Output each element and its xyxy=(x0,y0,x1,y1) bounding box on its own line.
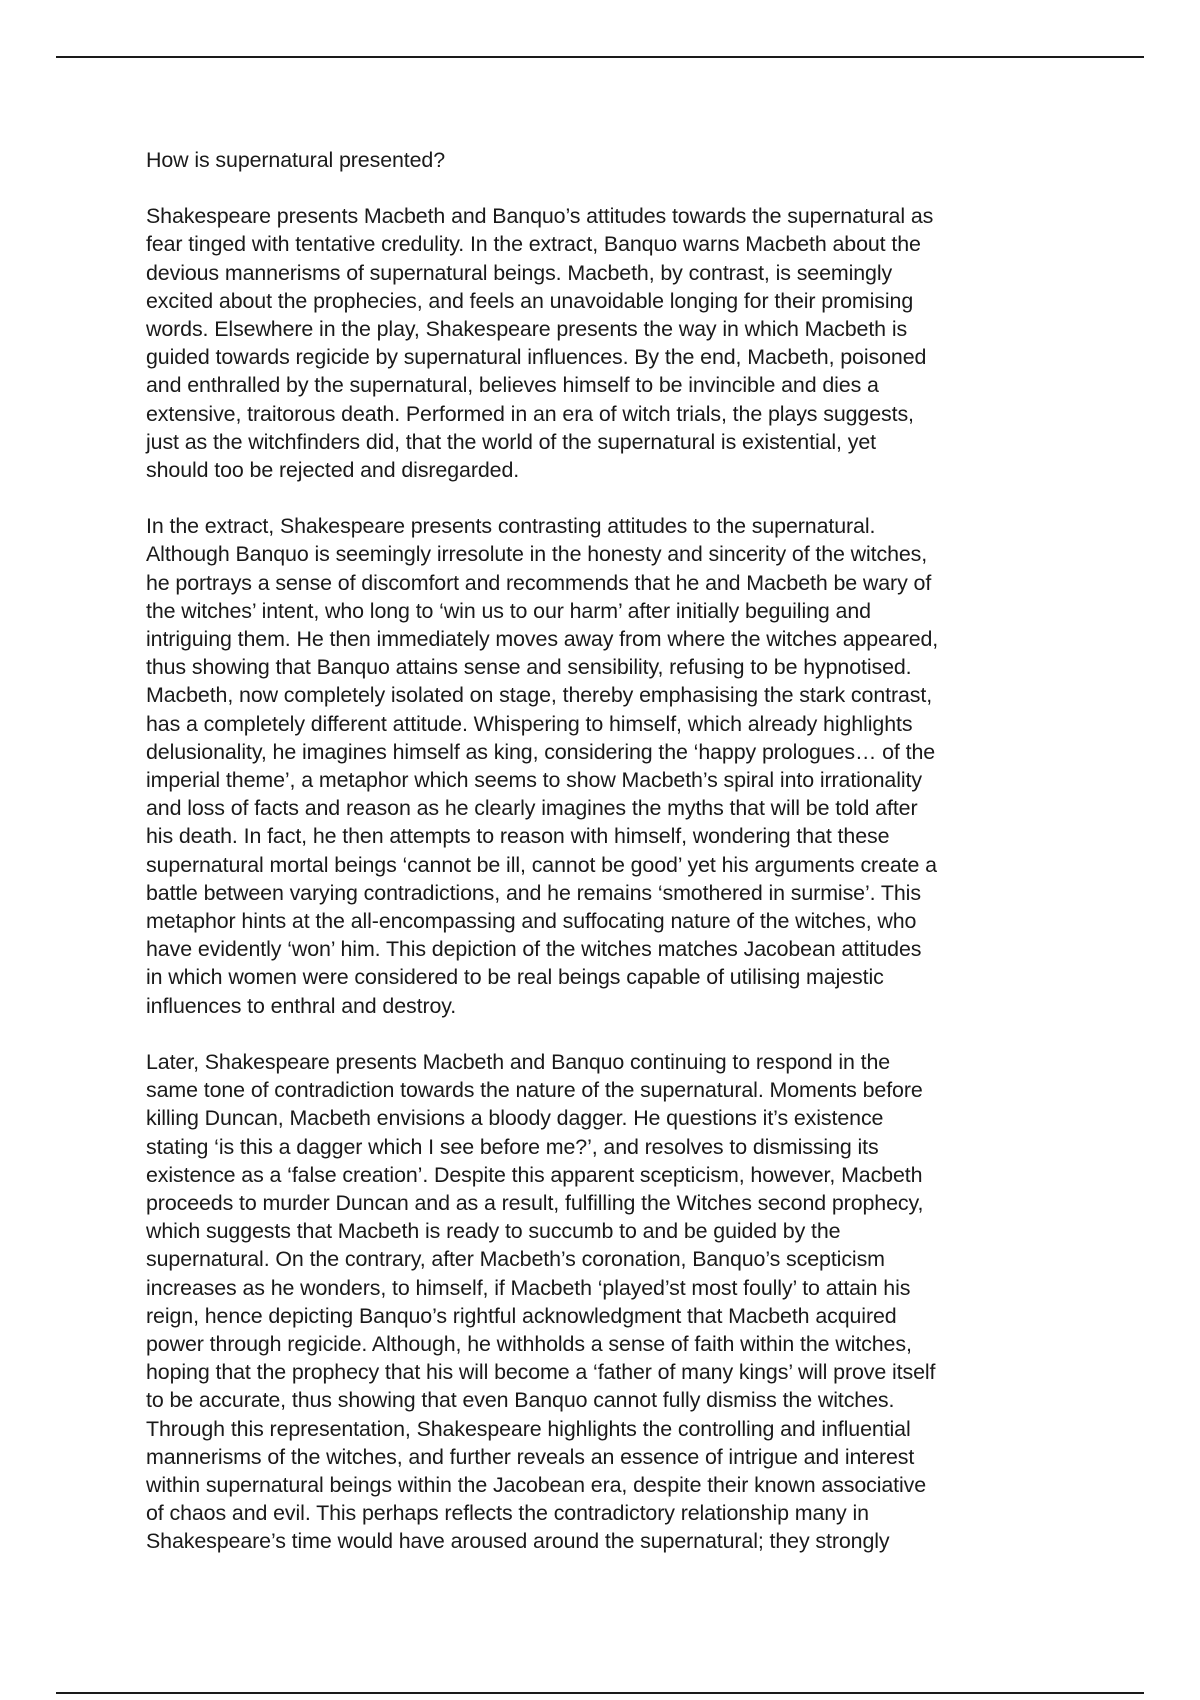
paragraph-line: devious mannerisms of supernatural beings. Macbeth, by contrast, is seemingly xyxy=(146,260,893,285)
paragraph-line: mannerisms of the witches, and further reveals an essence of intrigue and interest xyxy=(146,1444,915,1469)
paragraph-line: power through regicide. Although, he withholds a sense of faith within the witches, xyxy=(146,1331,912,1356)
paragraph-line: intriguing them. He then immediately moves away from where the witches appeared, xyxy=(146,627,939,652)
page-bottom-rule xyxy=(56,1692,1144,1694)
paragraph-line: his death. In fact, he then attempts to reason with himself, wondering that these xyxy=(146,824,890,849)
paragraph-line: the witches’ intent, who long to ‘win us to our harm’ after initially beguiling and xyxy=(146,598,871,623)
paragraph-line: of chaos and evil. This perhaps reflects the contradictory relationship many in xyxy=(146,1501,869,1526)
paragraph-line: guided towards regicide by supernatural influences. By the end, Macbeth, poisoned xyxy=(146,345,927,370)
paragraph-line: and loss of facts and reason as he clearly imagines the myths that will be told after xyxy=(146,796,918,821)
paragraph-line: delusionality, he imagines himself as king, considering the ‘happy prologues… of the xyxy=(146,739,936,764)
paragraph-line: supernatural mortal beings ‘cannot be ill, cannot be good’ yet his arguments create a xyxy=(146,852,937,877)
paragraph-line: excited about the prophecies, and feels an unavoidable longing for their promising xyxy=(146,288,914,313)
paragraph-line: has a completely different attitude. Whispering to himself, which already highlights xyxy=(146,711,913,736)
paragraph-line: he portrays a sense of discomfort and recommends that he and Macbeth be wary of xyxy=(146,570,932,595)
paragraph-line: influences to enthral and destroy. xyxy=(146,993,457,1018)
paragraph-line: words. Elsewhere in the play, Shakespeare presents the way in which Macbeth is xyxy=(146,317,908,342)
paragraph-line: within supernatural beings within the Jacobean era, despite their known associative xyxy=(146,1472,927,1497)
paragraph-line: hoping that the prophecy that his will become a ‘father of many kings’ will prove itself xyxy=(146,1360,936,1385)
paragraph-line: to be accurate, thus showing that even Banquo cannot fully dismiss the witches. xyxy=(146,1388,895,1413)
paragraph-line: have evidently ‘won’ him. This depiction of the witches matches Jacobean attitudes xyxy=(146,937,922,962)
paragraph-line: in which women were considered to be real beings capable of utilising majestic xyxy=(146,965,884,990)
paragraph-line: which suggests that Macbeth is ready to succumb to and be guided by the xyxy=(146,1219,841,1244)
paragraph-2 xyxy=(146,512,1066,1020)
paragraph-line: Through this representation, Shakespeare highlights the controlling and influential xyxy=(146,1416,911,1441)
paragraph-line: supernatural. On the contrary, after Macbeth’s coronation, Banquo’s scepticism xyxy=(146,1247,885,1272)
document-body xyxy=(146,146,1066,1556)
paragraph-line: and enthralled by the supernatural, believes himself to be invincible and dies a xyxy=(146,373,879,398)
page-top-rule xyxy=(56,56,1144,58)
paragraph-line: metaphor hints at the all-encompassing and suffocating nature of the witches, who xyxy=(146,909,917,934)
paragraph-line: battle between varying contradictions, and he remains ‘smothered in surmise’. This xyxy=(146,880,921,905)
paragraph-line: Shakespeare presents Macbeth and Banquo’s attitudes towards the supernatural as xyxy=(146,204,934,229)
paragraph-line: Later, Shakespeare presents Macbeth and Banquo continuing to respond in the xyxy=(146,1049,891,1074)
paragraphs-container xyxy=(146,202,1066,1555)
paragraph-1 xyxy=(146,202,1066,484)
paragraph-line: fear tinged with tentative credulity. In the extract, Banquo warns Macbeth about the xyxy=(146,232,921,257)
paragraph-line: Although Banquo is seemingly irresolute in the honesty and sincerity of the witches, xyxy=(146,542,928,567)
paragraph-line: same tone of contradiction towards the nature of the supernatural. Moments before xyxy=(146,1078,923,1103)
paragraph-line: stating ‘is this a dagger which I see before me?’, and resolves to dismissing its xyxy=(146,1134,879,1159)
paragraph-3 xyxy=(146,1048,1066,1556)
paragraph-line: thus showing that Banquo attains sense and sensibility, refusing to be hypnotised. xyxy=(146,655,912,680)
document-title: How is supernatural presented? xyxy=(146,148,446,172)
paragraph-line: just as the witchfinders did, that the world of the supernatural is existential, yet xyxy=(146,429,876,454)
paragraph-line: In the extract, Shakespeare presents contrasting attitudes to the supernatural. xyxy=(146,514,876,539)
paragraph-line: existence as a ‘false creation’. Despite this apparent scepticism, however, Macbeth xyxy=(146,1162,923,1187)
paragraph-line: extensive, traitorous death. Performed in an era of witch trials, the plays suggests, xyxy=(146,401,914,426)
paragraph-line: killing Duncan, Macbeth envisions a bloody dagger. He questions it’s existence xyxy=(146,1106,884,1131)
paragraph-line: proceeds to murder Duncan and as a result, fulfilling the Witches second prophecy, xyxy=(146,1190,924,1215)
paragraph-line: increases as he wonders, to himself, if Macbeth ‘played’st most foully’ to attain his xyxy=(146,1275,911,1300)
paragraph-line: imperial theme’, a metaphor which seems to show Macbeth’s spiral into irrationality xyxy=(146,768,922,793)
paragraph-line: should too be rejected and disregarded. xyxy=(146,458,520,483)
paragraph-line: Macbeth, now completely isolated on stage, thereby emphasising the stark contrast, xyxy=(146,683,933,708)
paragraph-line: Shakespeare’s time would have aroused around the supernatural; they strongly xyxy=(146,1529,890,1554)
paragraph-line: reign, hence depicting Banquo’s rightful acknowledgment that Macbeth acquired xyxy=(146,1303,897,1328)
